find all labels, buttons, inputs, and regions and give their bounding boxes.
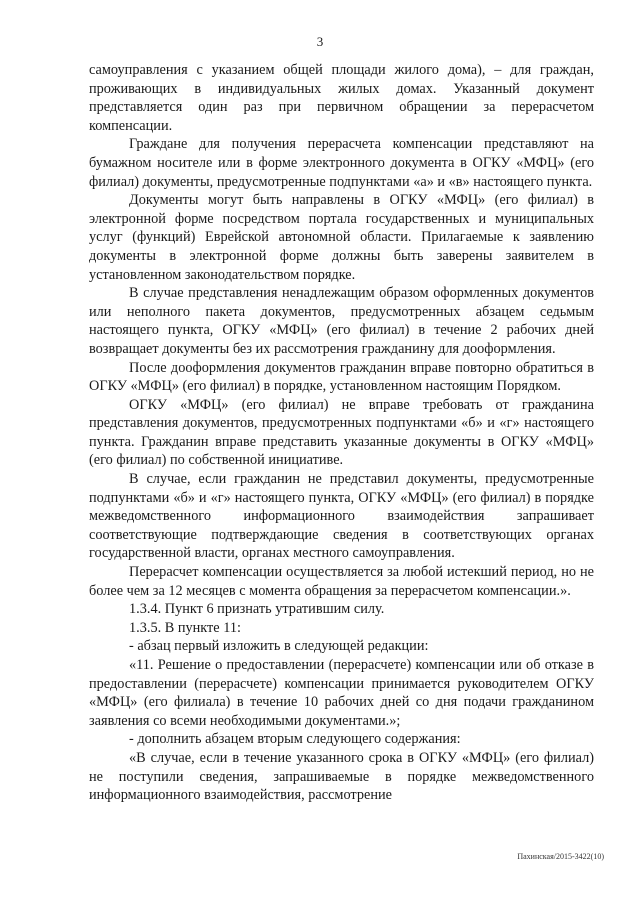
paragraph: Документы могут быть направлены в ОГКУ «МФЦ» (его филиал) в электронной форме посредством портала государственных и муниципальных услуг (функций) Еврейской автономной области. Прилагаемые к заявлению документы в электронной форме должны быть заверены заявителем в установленном законодательством порядке. <box>89 192 594 283</box>
paragraph: В случае, если гражданин не представил документы, предусмотренные подпунктами «б» и «г» настоящего пункта, ОГКУ «МФЦ» (его филиал) в порядке межведомственного информационного взаимодействия запрашивает соответствующие подтверждающие сведения в соответствующих органах государственной власти, органах местного самоуправления. <box>89 471 594 562</box>
paragraph: ОГКУ «МФЦ» (его филиал) не вправе требовать от гражданина представления документов, предусмотренных подпунктами «б» и «г» настоящего пункта. Гражданин вправе представить указанные документы в ОГКУ «МФЦ» (его филиал) по собственной инициативе. <box>89 396 594 469</box>
paragraph: В случае представления ненадлежащим образом оформленных документов или неполного пакета документов, предусмотренных абзацем седьмым настоящего пункта, ОГКУ «МФЦ» (его филиал) в течение 2 рабочих дней возвращает документы без их рассмотрения гражданину для дооформления. <box>89 285 594 357</box>
document-body <box>89 61 594 805</box>
paragraph: Граждане для получения перерасчета компенсации представляют на бумажном носителе или в форме электронного документа в ОГКУ «МФЦ» (его филиал) документы, предусмотренные подпунктами «а» и «в» настоящего пункта. <box>89 136 594 190</box>
paragraph: - абзац первый изложить в следующей редакции: <box>129 638 429 655</box>
paragraph: «В случае, если в течение указанного срока в ОГКУ «МФЦ» (его филиал) не поступили сведения, запрашиваемые в порядке межведомственного информационного взаимодействия, рассмотрение <box>89 749 594 804</box>
page-number: 3 <box>316 34 324 49</box>
paragraph: «11. Решение о предоставлении (перерасчете) компенсации или об отказе в предоставлении (перерасчете) компенсации принимается руководителем ОГКУ «МФЦ» (его филиала) в течение 10 рабочих дней со дня подачи гражданином заявления со всеми необходимыми документами.»; <box>89 657 594 729</box>
paragraph: 1.3.5. В пункте 11: <box>129 619 241 636</box>
paragraph: 1.3.4. Пункт 6 признать утратившим силу. <box>129 601 385 618</box>
paragraph: - дополнить абзацем вторым следующего содержания: <box>129 731 461 748</box>
document-footer-code: Пахинская/2015-3422(10) <box>517 852 604 861</box>
paragraph: Перерасчет компенсации осуществляется за любой истекший период, но не более чем за 12 месяцев с момента обращения за перерасчетом компенсации.». <box>89 564 594 599</box>
paragraph: После дооформления документов гражданин вправе повторно обратиться в ОГКУ «МФЦ» (его филиал) в порядке, установленном настоящим Порядком. <box>89 359 594 395</box>
paragraph: самоуправления с указанием общей площади жилого дома), – для граждан, проживающих в индивидуальных жилых домах. Указанный документ представляется один раз при первичном обращении за перерасчетом компенсации. <box>89 62 594 134</box>
